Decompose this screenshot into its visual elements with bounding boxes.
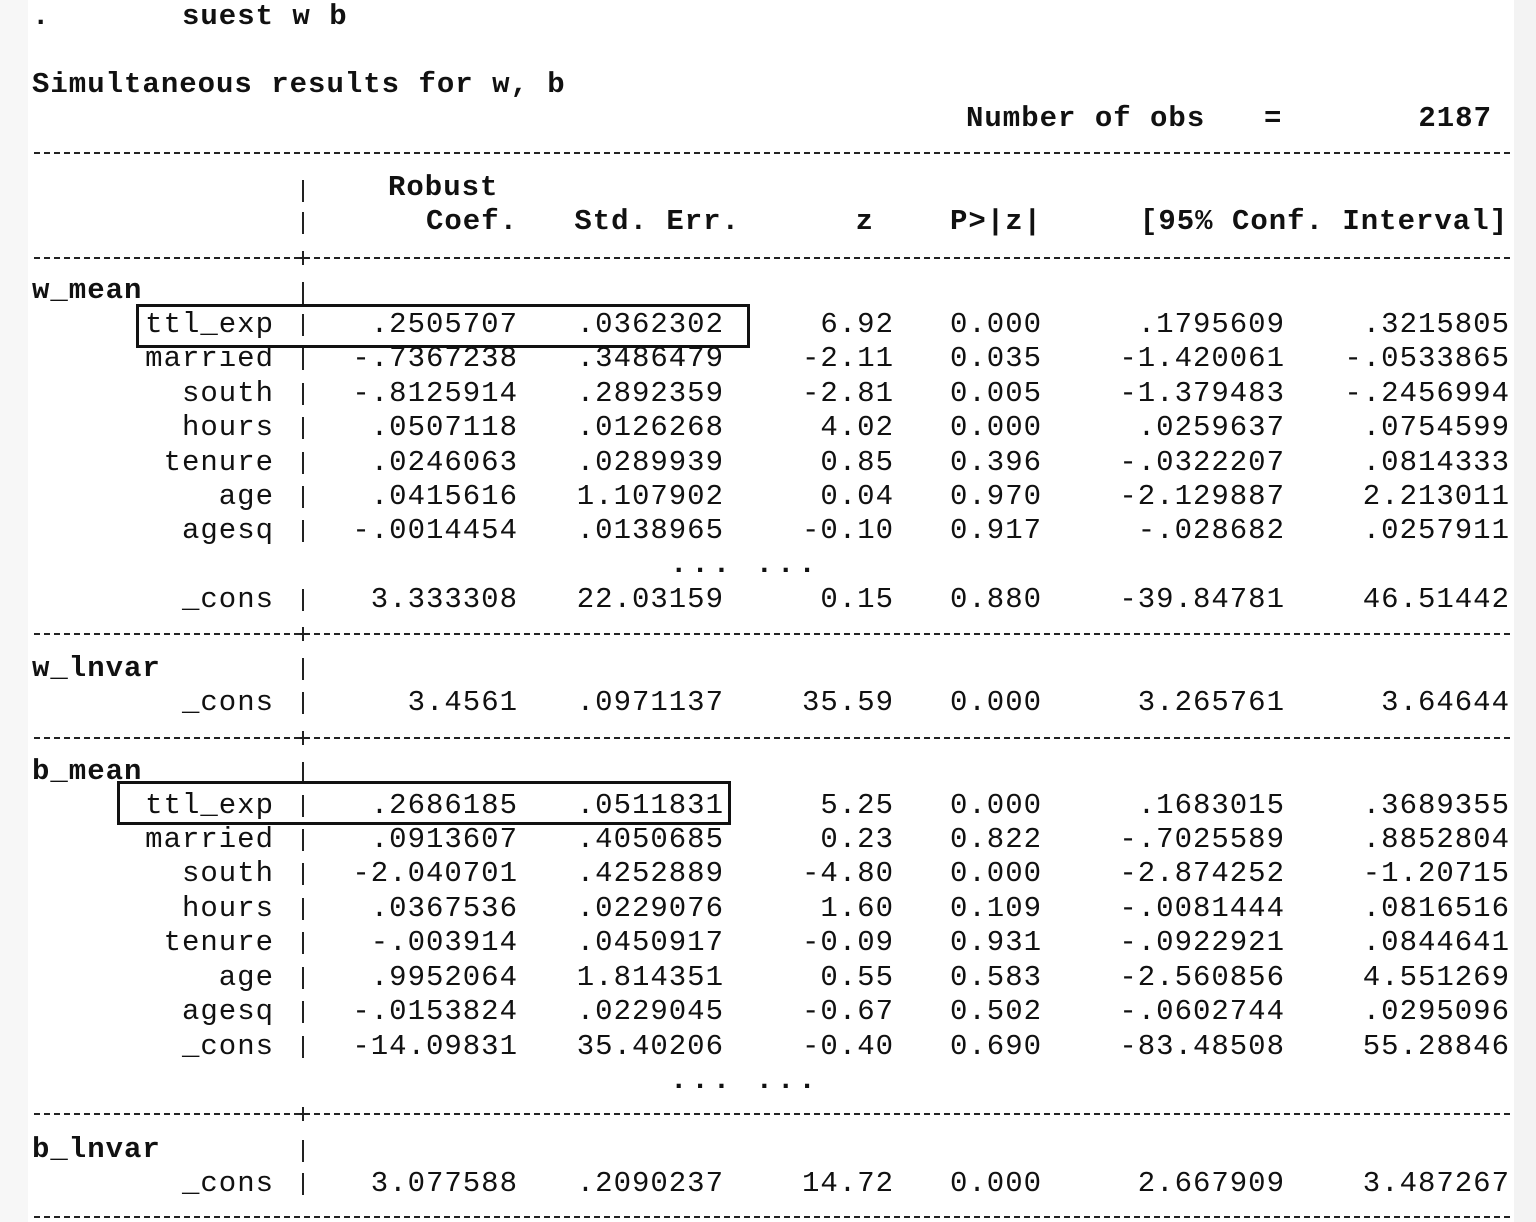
row-label: ttl_exp	[145, 789, 274, 822]
ellipsis-mark: ... ...	[670, 548, 820, 581]
se-value: .2090237	[576, 1167, 724, 1200]
p-value: 0.690	[949, 1030, 1042, 1063]
ci-lower: -83.48508	[1119, 1030, 1285, 1063]
p-value: 0.000	[949, 686, 1042, 719]
row-label: tenure	[163, 926, 274, 959]
row-label: south	[181, 377, 274, 410]
row-label: _cons	[181, 686, 274, 719]
se-value: .2892359	[576, 377, 724, 410]
separator-bar	[302, 1036, 304, 1058]
rule-section	[34, 737, 1510, 739]
coef-value: 3.077588	[370, 1167, 518, 1200]
row-label: hours	[181, 892, 274, 925]
ci-lower: -2.560856	[1119, 961, 1285, 994]
z-value: 14.72	[801, 1167, 894, 1200]
ci-lower: -.0081444	[1119, 892, 1285, 925]
se-value: 1.814351	[576, 961, 724, 994]
table-row	[0, 377, 1536, 411]
separator-bar	[302, 417, 304, 439]
p-value: 0.000	[949, 308, 1042, 341]
separator-bar	[302, 589, 304, 611]
se-value: 35.40206	[576, 1030, 724, 1063]
header-p-value: P>|z|	[949, 205, 1042, 238]
z-value: -0.10	[801, 514, 894, 547]
se-value: .0450917	[576, 926, 724, 959]
ci-lower: -.0322207	[1119, 446, 1285, 479]
ci-upper: .0295096	[1362, 995, 1510, 1028]
nobs-value: 2187	[1418, 102, 1492, 135]
separator-bar	[302, 932, 304, 954]
p-value: 0.396	[949, 446, 1042, 479]
separator-bar	[302, 1001, 304, 1023]
separator-bar	[302, 180, 304, 202]
z-value: -2.81	[801, 377, 894, 410]
separator-bar	[302, 282, 304, 304]
table-row	[0, 480, 1536, 514]
coef-value: .0246063	[370, 446, 518, 479]
coef-value: 3.4561	[407, 686, 518, 719]
coef-value: -.7367238	[352, 342, 518, 375]
separator-bar	[302, 1173, 304, 1195]
z-value: 0.04	[820, 480, 894, 513]
z-value: 6.92	[820, 308, 894, 341]
rule-section	[34, 1113, 1510, 1115]
ci-lower: -1.379483	[1119, 377, 1285, 410]
z-value: 0.15	[820, 583, 894, 616]
ci-upper: 55.28846	[1362, 1030, 1510, 1063]
coef-value: .0507118	[370, 411, 518, 444]
separator-bar	[302, 383, 304, 405]
ci-lower: .1795609	[1137, 308, 1285, 341]
ci-upper: -.2456994	[1344, 377, 1510, 410]
se-value: .0511831	[576, 789, 724, 822]
ellipsis-mark: ... ...	[670, 1064, 820, 1097]
results-title: Simultaneous results for w, b	[32, 68, 566, 101]
ci-lower: .0259637	[1137, 411, 1285, 444]
ci-lower: -.7025589	[1119, 823, 1285, 856]
table-row	[0, 583, 1536, 617]
se-value: .0138965	[576, 514, 724, 547]
z-value: 0.23	[820, 823, 894, 856]
row-label: hours	[181, 411, 274, 444]
row-label: tenure	[163, 446, 274, 479]
z-value: -4.80	[801, 857, 894, 890]
rule-header	[34, 257, 1510, 259]
ci-upper: .0844641	[1362, 926, 1510, 959]
ci-lower: -2.129887	[1119, 480, 1285, 513]
ci-lower: -2.874252	[1119, 857, 1285, 890]
section-label-b-lnvar: b_lnvar	[32, 1133, 161, 1166]
se-value: .0971137	[576, 686, 724, 719]
row-label: age	[218, 961, 274, 994]
ci-upper: -1.20715	[1362, 857, 1510, 890]
ci-lower: -.0602744	[1119, 995, 1285, 1028]
p-value: 0.000	[949, 789, 1042, 822]
separator-bar	[302, 658, 304, 680]
separator-bar	[302, 829, 304, 851]
coef-value: .0415616	[370, 480, 518, 513]
table-row	[0, 961, 1536, 995]
se-value: .3486479	[576, 342, 724, 375]
p-value: 0.000	[949, 1167, 1042, 1200]
table-row	[0, 514, 1536, 548]
ci-lower: -.028682	[1137, 514, 1285, 547]
coef-value: .0913607	[370, 823, 518, 856]
ci-upper: .0754599	[1362, 411, 1510, 444]
z-value: -0.09	[801, 926, 894, 959]
row-label: married	[145, 823, 274, 856]
rule-junction	[296, 627, 310, 641]
p-value: 0.000	[949, 411, 1042, 444]
table-row	[0, 926, 1536, 960]
ci-upper: -.0533865	[1344, 342, 1510, 375]
highlight-box-b-ttl-exp	[117, 781, 731, 825]
row-label: south	[181, 857, 274, 890]
z-value: 35.59	[801, 686, 894, 719]
z-value: -2.11	[801, 342, 894, 375]
z-value: 1.60	[820, 892, 894, 925]
table-row	[0, 823, 1536, 857]
table-row	[0, 1167, 1536, 1201]
ci-upper: 3.487267	[1362, 1167, 1510, 1200]
p-value: 0.005	[949, 377, 1042, 410]
p-value: 0.502	[949, 995, 1042, 1028]
p-value: 0.035	[949, 342, 1042, 375]
ci-lower: 3.265761	[1137, 686, 1285, 719]
table-row	[0, 446, 1536, 480]
p-value: 0.583	[949, 961, 1042, 994]
header-robust: Robust	[388, 171, 499, 204]
command-prompt: .	[32, 0, 51, 33]
z-value: -0.40	[801, 1030, 894, 1063]
table-row	[0, 686, 1536, 720]
separator-bar	[302, 486, 304, 508]
ci-upper: 3.64644	[1381, 686, 1510, 719]
coef-value: -.0153824	[352, 995, 518, 1028]
separator-bar	[302, 898, 304, 920]
ci-upper: .0257911	[1362, 514, 1510, 547]
p-value: 0.931	[949, 926, 1042, 959]
table-row	[0, 995, 1536, 1029]
separator-bar	[302, 692, 304, 714]
se-value: .4252889	[576, 857, 724, 890]
coef-value: 3.333308	[370, 583, 518, 616]
row-label: ttl_exp	[145, 308, 274, 341]
header-conf-interval: [95% Conf. Interval]	[1139, 205, 1508, 238]
coef-value: -.003914	[370, 926, 518, 959]
coef-value: -2.040701	[352, 857, 518, 890]
rule-junction	[296, 1107, 310, 1121]
section-label-w-mean: w_mean	[32, 274, 143, 307]
ci-upper: .3215805	[1362, 308, 1510, 341]
section-label-b-mean: b_mean	[32, 755, 143, 788]
se-value: 22.03159	[576, 583, 724, 616]
table-row	[0, 892, 1536, 926]
se-value: .0362302	[576, 308, 724, 341]
command-text: suest w b	[182, 0, 348, 33]
ci-lower: .1683015	[1137, 789, 1285, 822]
p-value: 0.822	[949, 823, 1042, 856]
z-value: -0.67	[801, 995, 894, 1028]
row-label: age	[218, 480, 274, 513]
ci-upper: 2.213011	[1362, 480, 1510, 513]
coef-value: .2505707	[370, 308, 518, 341]
separator-bar	[302, 212, 304, 234]
ci-upper: 4.551269	[1362, 961, 1510, 994]
coef-value: .9952064	[370, 961, 518, 994]
z-value: 0.55	[820, 961, 894, 994]
ci-lower: -.0922921	[1119, 926, 1285, 959]
coef-value: .0367536	[370, 892, 518, 925]
nobs-equals: =	[1264, 102, 1283, 135]
row-label: _cons	[181, 1167, 274, 1200]
rule-bottom	[34, 1216, 1510, 1218]
row-label: agesq	[181, 514, 274, 547]
table-row	[0, 857, 1536, 891]
separator-bar	[302, 452, 304, 474]
coef-value: -.0014454	[352, 514, 518, 547]
header-std-err: Std. Err.	[574, 205, 740, 238]
ci-lower: -1.420061	[1119, 342, 1285, 375]
p-value: 0.917	[949, 514, 1042, 547]
header-coef: Coef.	[425, 205, 518, 238]
ci-lower: 2.667909	[1137, 1167, 1285, 1200]
se-value: .0229076	[576, 892, 724, 925]
p-value: 0.970	[949, 480, 1042, 513]
header-z: z	[855, 205, 874, 238]
highlight-box-w-ttl-exp	[136, 304, 750, 348]
separator-bar	[302, 863, 304, 885]
row-label: agesq	[181, 995, 274, 1028]
ci-upper: .8852804	[1362, 823, 1510, 856]
separator-bar	[302, 348, 304, 370]
z-value: 0.85	[820, 446, 894, 479]
row-label: _cons	[181, 583, 274, 616]
se-value: .4050685	[576, 823, 724, 856]
ci-lower: -39.84781	[1119, 583, 1285, 616]
coef-value: -14.09831	[352, 1030, 518, 1063]
nobs-label: Number of obs	[966, 102, 1206, 135]
p-value: 0.880	[949, 583, 1042, 616]
ci-upper: .0816516	[1362, 892, 1510, 925]
table-row	[0, 1030, 1536, 1064]
ci-upper: .0814333	[1362, 446, 1510, 479]
se-value: .0229045	[576, 995, 724, 1028]
coef-value: .2686185	[370, 789, 518, 822]
se-value: 1.107902	[576, 480, 724, 513]
table-row	[0, 411, 1536, 445]
row-label: married	[145, 342, 274, 375]
separator-bar	[302, 1140, 304, 1162]
rule-section	[34, 633, 1510, 635]
section-label-w-lnvar: w_lnvar	[32, 652, 161, 685]
z-value: 5.25	[820, 789, 894, 822]
rule-junction	[296, 251, 310, 265]
se-value: .0126268	[576, 411, 724, 444]
row-label: _cons	[181, 1030, 274, 1063]
coef-value: -.8125914	[352, 377, 518, 410]
ci-upper: .3689355	[1362, 789, 1510, 822]
ci-upper: 46.51442	[1362, 583, 1510, 616]
rule-top	[34, 152, 1510, 154]
p-value: 0.109	[949, 892, 1042, 925]
z-value: 4.02	[820, 411, 894, 444]
separator-bar	[302, 520, 304, 542]
p-value: 0.000	[949, 857, 1042, 890]
separator-bar	[302, 967, 304, 989]
se-value: .0289939	[576, 446, 724, 479]
rule-junction	[296, 731, 310, 745]
